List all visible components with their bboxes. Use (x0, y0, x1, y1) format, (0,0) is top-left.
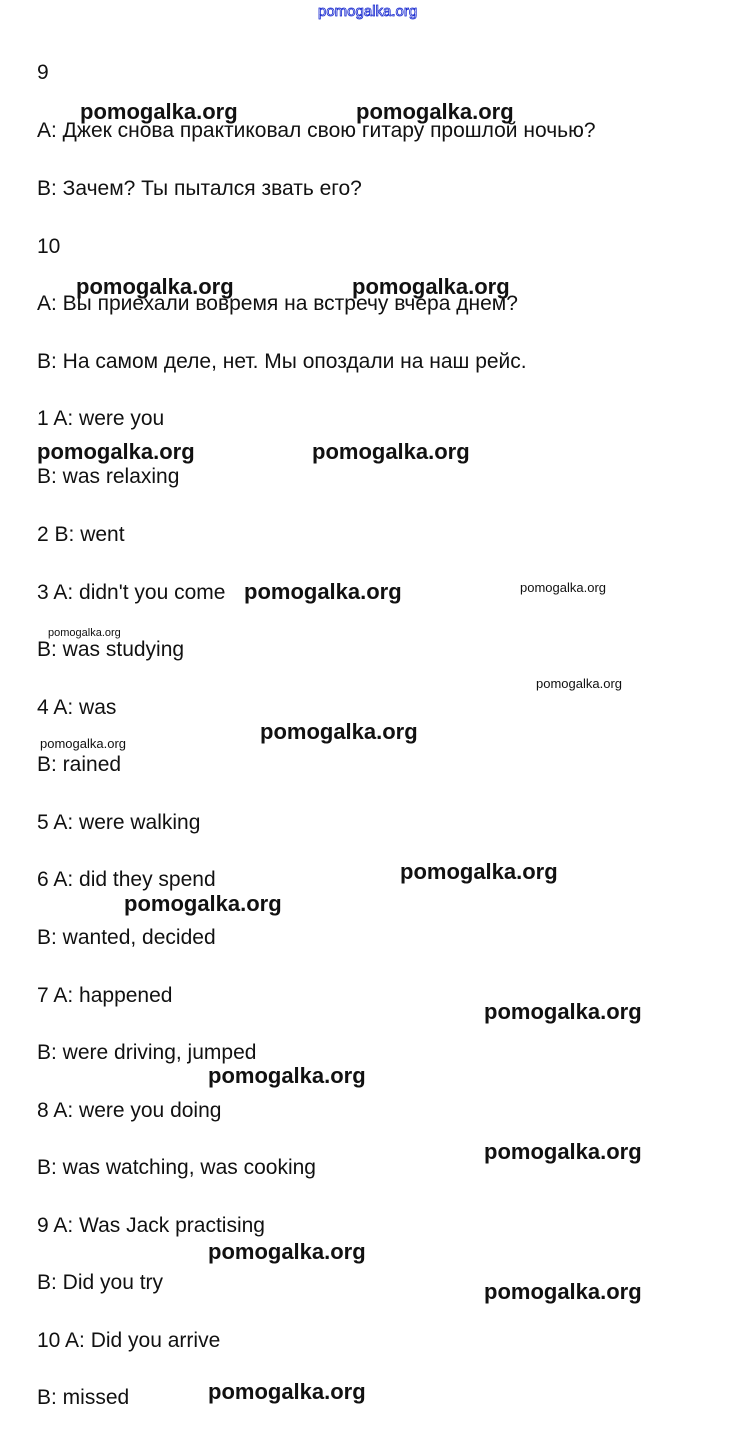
watermark: pomogalka.org (208, 1239, 366, 1264)
watermark: pomogalka.org (208, 1063, 366, 1088)
watermark: pomogalka.org (356, 99, 514, 124)
watermark: pomogalka.org (484, 1279, 642, 1304)
answer-6a: 6 A: did they spend (37, 868, 216, 891)
watermark: pomogalka.org (312, 439, 470, 464)
answer-5a: 5 A: were walking (37, 811, 201, 834)
answer-1b: B: was relaxing (37, 465, 180, 488)
watermark: pomogalka.org (208, 1379, 366, 1404)
answer-10a: 10 A: Did you arrive (37, 1329, 221, 1352)
watermark: pomogalka.org (76, 274, 234, 299)
watermark: pomogalka.org (48, 627, 121, 639)
watermark: pomogalka.org (80, 99, 238, 124)
watermark: pomogalka.org (520, 580, 606, 595)
watermark: pomogalka.org (484, 999, 642, 1024)
watermark: pomogalka.org (40, 736, 126, 751)
answer-4b: B: rained (37, 753, 122, 776)
answer-8a: 8 A: were you doing (37, 1099, 222, 1122)
exercise-number-10: 10 (37, 235, 61, 258)
dialogue-line-9a: A: Джек снова практиковал свою гитару прошлой ночью? (37, 119, 596, 142)
answer-3b: B: was studying (37, 638, 185, 661)
watermark: pomogalka.org (244, 579, 402, 604)
watermark: pomogalka.org (352, 274, 510, 299)
answer-7a: 7 A: happened (37, 984, 173, 1007)
watermark: pomogalka.org (484, 1139, 642, 1164)
watermark: pomogalka.org (536, 676, 622, 691)
answer-2b: 2 B: went (37, 523, 125, 546)
answer-8b: B: was watching, was cooking (37, 1156, 316, 1179)
watermark: pomogalka.org (37, 439, 195, 464)
dialogue-line-9b: B: Зачем? Ты пытался звать его? (37, 177, 362, 200)
answer-3a: 3 A: didn't you come (37, 581, 226, 604)
answer-10b: B: missed (37, 1386, 130, 1409)
watermark: pomogalka.org (124, 891, 282, 916)
answer-9b: B: Did you try (37, 1271, 164, 1294)
answer-1a: 1 A: were you (37, 407, 165, 430)
answer-6b: B: wanted, decided (37, 926, 216, 949)
watermark: pomogalka.org (260, 719, 418, 744)
watermark: pomogalka.org (400, 859, 558, 884)
dialogue-line-10a: A: Вы приехали вовремя на встречу вчера днем? (37, 292, 518, 315)
exercise-number-9: 9 (37, 61, 49, 84)
answer-7b: B: were driving, jumped (37, 1041, 257, 1064)
header-watermark: pomogalka.org (318, 3, 418, 20)
dialogue-line-10b: B: На самом деле, нет. Мы опоздали на наш рейс. (37, 350, 527, 373)
answer-9a: 9 A: Was Jack practising (37, 1214, 265, 1237)
answer-4a: 4 A: was (37, 696, 117, 719)
